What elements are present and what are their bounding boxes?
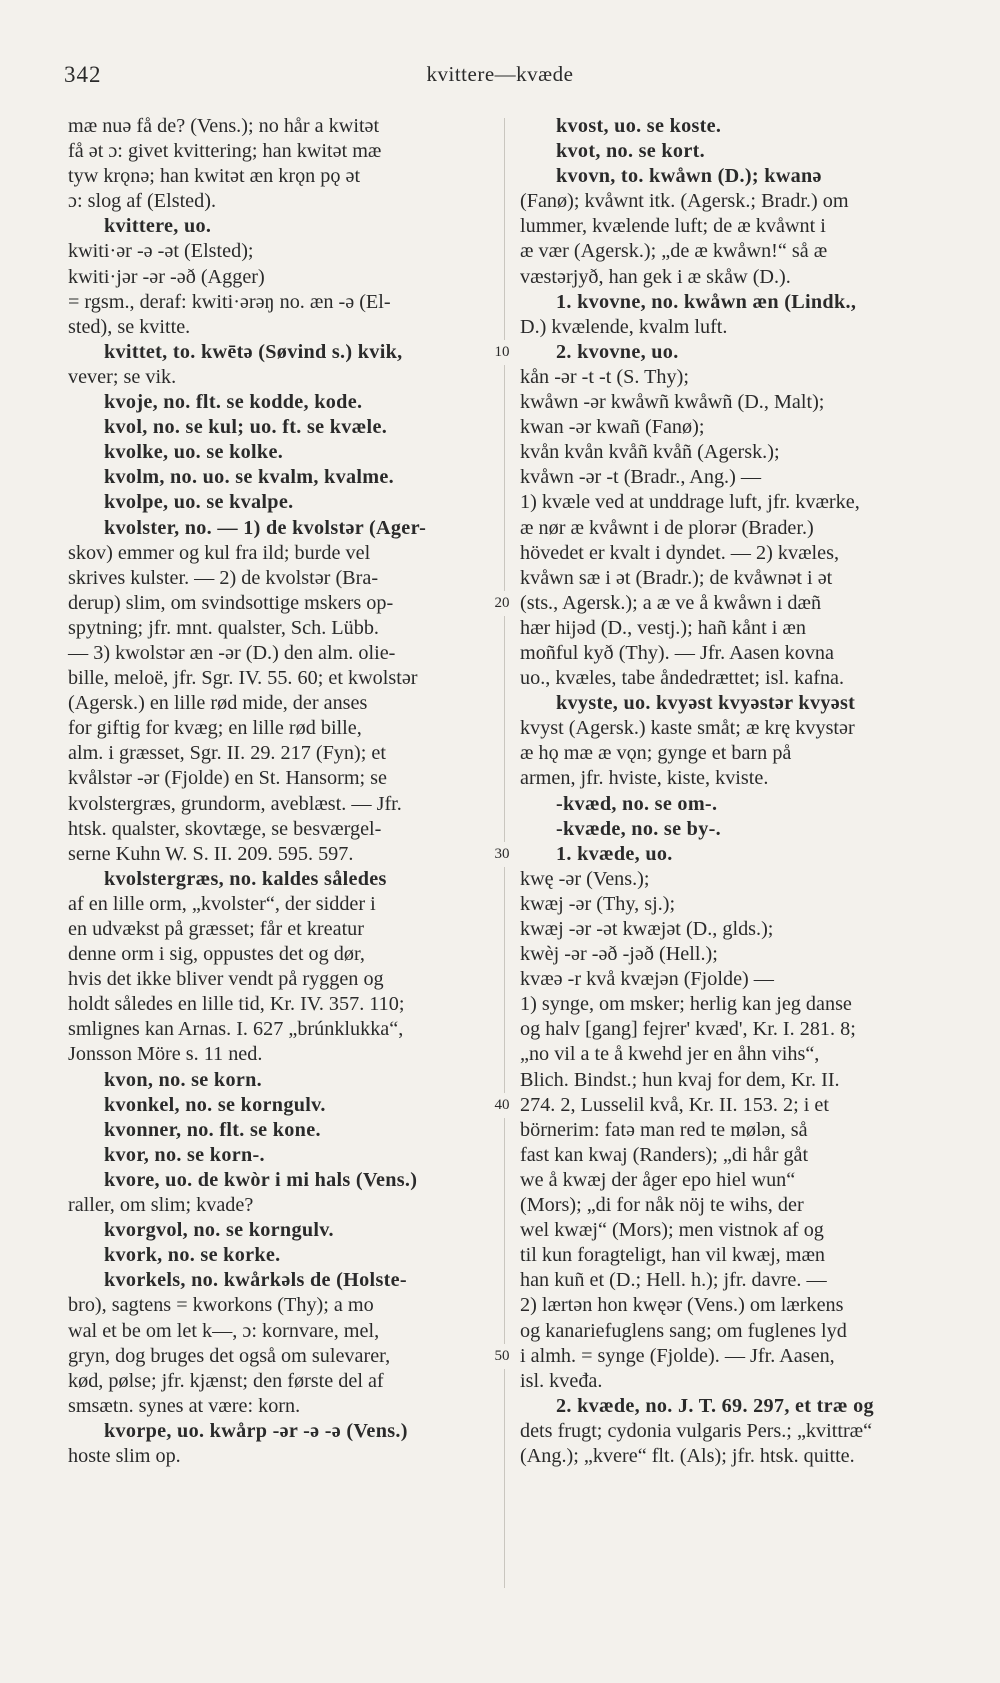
entry-headword-line: kvorkels, no. kwårkəls de (Holste- bbox=[104, 1269, 407, 1292]
text-line: af en lille orm, „kvolster“, der sidder i bbox=[68, 892, 376, 915]
line-number: 10 bbox=[493, 340, 512, 365]
text-line: htsk. qualster, skovtæge, se besværgel- bbox=[68, 817, 382, 840]
entry-headword-line: kvork, no. se korke. bbox=[104, 1244, 281, 1267]
text-line: alm. i græsset, Sgr. II. 29. 217 (Fyn); et bbox=[68, 742, 386, 765]
text-line: uo., kvæles, tabe åndedrættet; isl. kafna. bbox=[520, 667, 845, 690]
text-line: fast kan kwaj (Randers); „di hår gåt bbox=[520, 1143, 809, 1166]
entry-headword-line: kvittere, uo. bbox=[104, 215, 212, 238]
text-line: i almh. = synge (Fjolde). — Jfr. Aasen, bbox=[520, 1344, 835, 1367]
text-line: hoste slim op. bbox=[68, 1444, 181, 1467]
text-line: hvis det ikke bliver vendt på ryggen og bbox=[68, 968, 384, 991]
text-line: wel kwæj“ (Mors); men vistnok af og bbox=[520, 1219, 824, 1242]
text-line: kvåwn sæ i ət (Bradr.); de kvåwnət i ət bbox=[520, 566, 833, 589]
text-line: hövedet er kvalt i dyndet. — 2) kvæles, bbox=[520, 541, 840, 564]
text-line: kwåwn -ər kwåwñ kwåwñ (D., Malt); bbox=[520, 391, 825, 414]
text-line: til kun foragteligt, han vil kwæj, mæn bbox=[520, 1244, 826, 1267]
line-number: 30 bbox=[493, 842, 512, 867]
text-line: gryn, dog bruges det også om sulevarer, bbox=[68, 1344, 391, 1367]
text-line: Jonsson Möre s. 11 ned. bbox=[68, 1043, 263, 1066]
text-line: börnerim: fatə man red te mølən, så bbox=[520, 1118, 808, 1141]
text-line: æ hǫ mæ æ vǫn; gynge et barn på bbox=[520, 742, 792, 765]
text-line: 2) lærtən hon kwęər (Vens.) om lærkens bbox=[520, 1294, 844, 1317]
text-line: lummer, kvælende luft; de æ kvåwnt i bbox=[520, 215, 826, 238]
text-line: 1) synge, om msker; herlig kan jeg danse bbox=[520, 993, 852, 1016]
text-line: bille, meloë, jfr. Sgr. IV. 55. 60; et kwolstər bbox=[68, 667, 418, 690]
entry-headword-line: kvolm, no. uo. se kvalm, kvalme. bbox=[104, 466, 395, 489]
text-line: æ vær (Agersk.); „de æ kwåwn!“ så æ bbox=[520, 240, 828, 263]
entry-headword-line: kvolpe, uo. se kvalpe. bbox=[104, 491, 294, 514]
text-line: = rgsm., deraf: kwiti·ərəŋ no. æn -ə (El- bbox=[68, 290, 391, 313]
text-line: D.) kvælende, kvalm luft. bbox=[520, 315, 728, 338]
text-line: kwèj -ər -əð -jəð (Hell.); bbox=[520, 943, 718, 966]
text-line: og halv [gang] fejrer' kvæd', Kr. I. 281. 8; bbox=[520, 1018, 856, 1041]
entry-headword-line: kvorpe, uo. kwårp -ər -ə -ə (Vens.) bbox=[104, 1419, 408, 1442]
entry-headword-line: kvorgvol, no. se korngulv. bbox=[104, 1219, 334, 1242]
text-line: wal et be om let k—, ɔ: kornvare, mel, bbox=[68, 1319, 380, 1342]
entry-headword-line: 1. kvovne, no. kwåwn æn (Lindk., bbox=[556, 290, 857, 313]
text-line: vever; se vik. bbox=[68, 365, 177, 388]
text-line: smlignes kan Arnas. I. 627 „brúnklukka“, bbox=[68, 1018, 404, 1041]
entry-headword-line: kvovn, to. kwåwn (D.); kwanə bbox=[556, 165, 822, 188]
text-line: isl. kveđa. bbox=[520, 1369, 603, 1392]
text-line: kvæə -r kvå kvæjən (Fjolde) — bbox=[520, 968, 774, 991]
text-line: „no vil a te å kwehd jer en åhn vihs“, bbox=[520, 1043, 820, 1066]
text-line: moñful kyð (Thy). — Jfr. Aasen kovna bbox=[520, 641, 834, 664]
line-number: 50 bbox=[493, 1344, 512, 1369]
text-line: (Agersk.) en lille rød mide, der anses bbox=[68, 692, 368, 715]
text-line: — 3) kwolstər æn -ər (D.) den alm. olie- bbox=[68, 641, 396, 664]
entry-headword-line: kvonner, no. flt. se kone. bbox=[104, 1118, 321, 1141]
text-line: Blich. Bindst.; hun kvaj for dem, Kr. II. bbox=[520, 1068, 840, 1091]
entry-headword-line: kvost, uo. se koste. bbox=[556, 115, 722, 137]
entry-headword-line: kvyste, uo. kvyəst kvyəstər kvyəst bbox=[556, 692, 856, 715]
line-number: 20 bbox=[493, 591, 512, 616]
running-head: kvittere—kvæde bbox=[426, 62, 574, 86]
text-line: dets frugt; cydonia vulgaris Pers.; „kvittræ“ bbox=[520, 1419, 873, 1442]
right-column bbox=[520, 114, 965, 1469]
text-line: (Fanø); kvåwnt itk. (Agersk.; Bradr.) om bbox=[520, 190, 849, 213]
text-line: 1) kvæle ved at unddrage luft, jfr. kværke, bbox=[520, 491, 860, 514]
text-line: kvåwn -ər -t (Bradr., Ang.) — bbox=[520, 466, 762, 489]
text-line: kwę -ər (Vens.); bbox=[520, 867, 650, 890]
entry-headword-line: kvol, no. se kul; uo. ft. se kvæle. bbox=[104, 416, 388, 439]
entry-headword-line: -kvæde, no. se by-. bbox=[556, 817, 721, 840]
text-line: derup) slim, om svindsottige mskers op- bbox=[68, 591, 394, 614]
text-line: kwan -ər kwañ (Fanø); bbox=[520, 416, 705, 439]
text-line: armen, jfr. hviste, kiste, kviste. bbox=[520, 767, 769, 790]
entry-headword-line: kvoje, no. flt. se kodde, kode. bbox=[104, 391, 363, 414]
text-line: kån -ər -t -t (S. Thy); bbox=[520, 365, 689, 388]
text-line: holdt således en lille tid, Kr. IV. 357. 110; bbox=[68, 993, 405, 1016]
entry-headword-line: kvittet, to. kwētə (Søvind s.) kvik, bbox=[104, 340, 403, 363]
entry-headword-line: kvore, uo. de kwòr i mi hals (Vens.) bbox=[104, 1168, 418, 1191]
text-line: kwæj -ər -ət kwæjət (D., glds.); bbox=[520, 918, 774, 940]
text-line: (sts., Agersk.); a æ ve å kwåwn i dæñ bbox=[520, 591, 822, 614]
text-line: spytning; jfr. mnt. qualster, Sch. Lübb. bbox=[68, 616, 379, 639]
entry-headword-line: kvolke, uo. se kolke. bbox=[104, 441, 284, 464]
text-line: kwæj -ər (Thy, sj.); bbox=[520, 892, 676, 915]
text-line: (Ang.); „kvere“ flt. (Als); jfr. htsk. quitte. bbox=[520, 1444, 855, 1467]
text-line: få ət ɔ: givet kvittering; han kwitət mæ bbox=[68, 140, 382, 163]
text-line: kvån kvån kvåñ kvåñ (Agersk.); bbox=[520, 441, 780, 464]
entry-headword-line: kvolster, no. — 1) de kvolstər (Ager- bbox=[104, 516, 427, 539]
text-line: mæ nuə få de? (Vens.); no hår a kwitət bbox=[68, 115, 380, 137]
text-line: 274. 2, Lusselil kvå, Kr. II. 153. 2; i et bbox=[520, 1093, 829, 1116]
text-line: skov) emmer og kul fra ild; burde vel bbox=[68, 541, 371, 564]
text-line: han kuñ et (D.; Hell. h.); jfr. davre. — bbox=[520, 1269, 827, 1292]
text-line: skrives kulster. — 2) de kvolstər (Bra- bbox=[68, 566, 379, 589]
entry-headword-line: kvot, no. se kort. bbox=[556, 140, 705, 163]
text-line: tyw krǫnə; han kwitət æn krǫn pǫ ət bbox=[68, 165, 361, 188]
text-line: we å kwæj der åger epo hiel wun“ bbox=[520, 1168, 796, 1191]
text-line: kvålstər -ər (Fjolde) en St. Hansorm; se bbox=[68, 767, 387, 790]
text-line: kwiti·jər -ər -əð (Agger) bbox=[68, 265, 265, 288]
entry-headword-line: kvonkel, no. se korngulv. bbox=[104, 1093, 326, 1116]
text-line: væstərjyð, han gek i æ skåw (D.). bbox=[520, 265, 791, 288]
entry-headword-line: kvor, no. se korn-. bbox=[104, 1143, 265, 1166]
text-line: raller, om slim; kvade? bbox=[68, 1194, 254, 1217]
text-line: smsætn. synes at være: korn. bbox=[68, 1394, 301, 1417]
text-line: og kanariefuglens sang; om fuglenes lyd bbox=[520, 1319, 847, 1342]
text-line: for giftig for kvæg; en lille rød bille, bbox=[68, 717, 362, 740]
text-line: (Mors); „di for nåk nöj te wihs, der bbox=[520, 1194, 804, 1217]
text-line: ɔ: slog af (Elsted). bbox=[68, 190, 216, 213]
entry-headword-line: 2. kvæde, no. J. T. 69. 297, et træ og bbox=[556, 1394, 874, 1417]
text-line: kød, pølse; jfr. kjænst; den første del af bbox=[68, 1369, 384, 1392]
text-line: æ nør æ kvåwnt i de plorər (Brader.) bbox=[520, 516, 814, 539]
text-line: hær hijəd (D., vestj.); hañ kånt i æn bbox=[520, 616, 806, 639]
text-line: kvolstergræs, grundorm, aveblæst. — Jfr. bbox=[68, 792, 402, 815]
text-line: sted), se kvitte. bbox=[68, 315, 191, 338]
entry-headword-line: kvolstergræs, no. kaldes således bbox=[104, 867, 387, 890]
text-line: serne Kuhn W. S. II. 209. 595. 597. bbox=[68, 842, 354, 865]
entry-headword-line: 2. kvovne, uo. bbox=[556, 340, 679, 363]
text-line: denne orm i sig, oppustes det og dør, bbox=[68, 943, 365, 966]
text-line: en udvækst på græsset; får et kreatur bbox=[68, 918, 365, 940]
entry-headword-line: 1. kvæde, uo. bbox=[556, 842, 673, 865]
left-column bbox=[68, 114, 486, 1469]
text-line: kvyst (Agersk.) kaste småt; æ krę kvystər bbox=[520, 717, 855, 740]
page-number: 342 bbox=[64, 62, 102, 87]
text-line: bro), sagtens = kworkons (Thy); a mo bbox=[68, 1294, 374, 1317]
entry-headword-line: -kvæd, no. se om-. bbox=[556, 792, 718, 815]
entry-headword-line: kvon, no. se korn. bbox=[104, 1068, 262, 1091]
text-line: kwiti·ər -ə -ət (Elsted); bbox=[68, 240, 254, 263]
line-number: 40 bbox=[493, 1093, 512, 1118]
